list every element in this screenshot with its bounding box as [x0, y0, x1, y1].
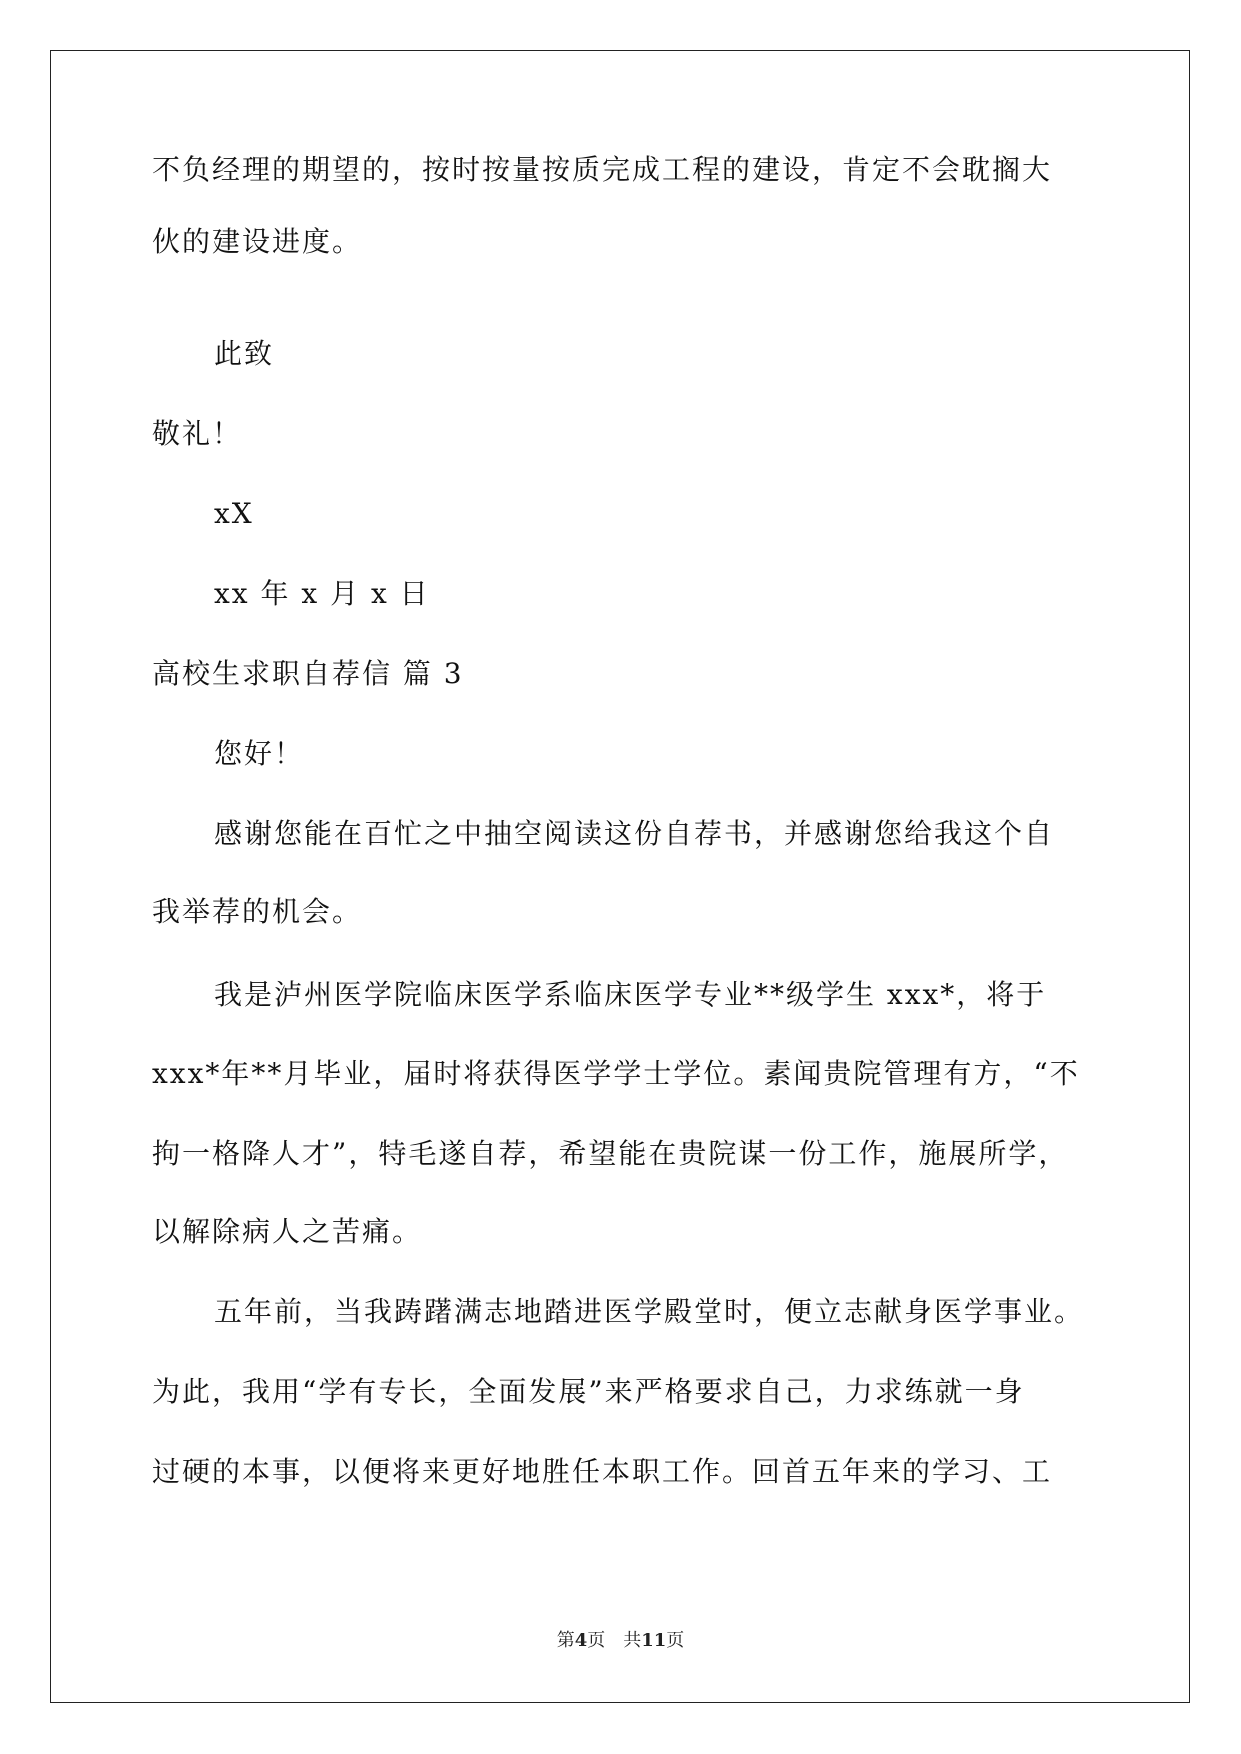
section-heading: 高校生求职自荐信 篇 3 [152, 657, 464, 690]
body-line: xxx*年**月毕业，届时将获得医学学士学位。素闻贵院管理有方，“不 [152, 1057, 1080, 1090]
signature-date: xx 年 x 月 x 日 [214, 577, 430, 610]
signature-name: xX [214, 497, 254, 530]
body-line: 不负经理的期望的，按时按量按质完成工程的建设，肯定不会耽搁大 [152, 153, 1053, 186]
body-line: 伙的建设进度。 [152, 225, 363, 258]
body-line: 过硬的本事，以便将来更好地胜任本职工作。回首五年来的学习、工 [152, 1455, 1053, 1488]
body-line: 以解除病人之苦痛。 [152, 1215, 423, 1248]
total-page-number: 11 [641, 1630, 667, 1651]
footer-prefix: 第 [556, 1630, 575, 1651]
body-line: 我是泸州医学院临床医学系临床医学专业**级学生 xxx*，将于 [214, 978, 1047, 1011]
footer-suffix: 页 [666, 1630, 685, 1651]
body-line: 五年前，当我踌躇满志地踏进医学殿堂时，便立志献身医学事业。 [214, 1295, 1085, 1328]
body-line: 为此，我用“学有专长，全面发展”来严格要求自己，力求练就一身 [152, 1375, 1025, 1408]
closing-salutation: 此致 [214, 337, 275, 370]
footer-mid: 页 共 [587, 1630, 642, 1651]
greeting: 您好！ [214, 737, 305, 770]
body-line: 感谢您能在百忙之中抽空阅读这份自荐书，并感谢您给我这个自 [214, 817, 1055, 850]
body-line: 我举荐的机会。 [152, 895, 363, 928]
body-line: 拘一格降人才”，特毛遂自荐，希望能在贵院谋一份工作，施展所学， [152, 1137, 1069, 1170]
closing-regards: 敬礼！ [152, 417, 243, 450]
page-footer [0, 1629, 1241, 1653]
current-page-number: 4 [574, 1630, 588, 1651]
